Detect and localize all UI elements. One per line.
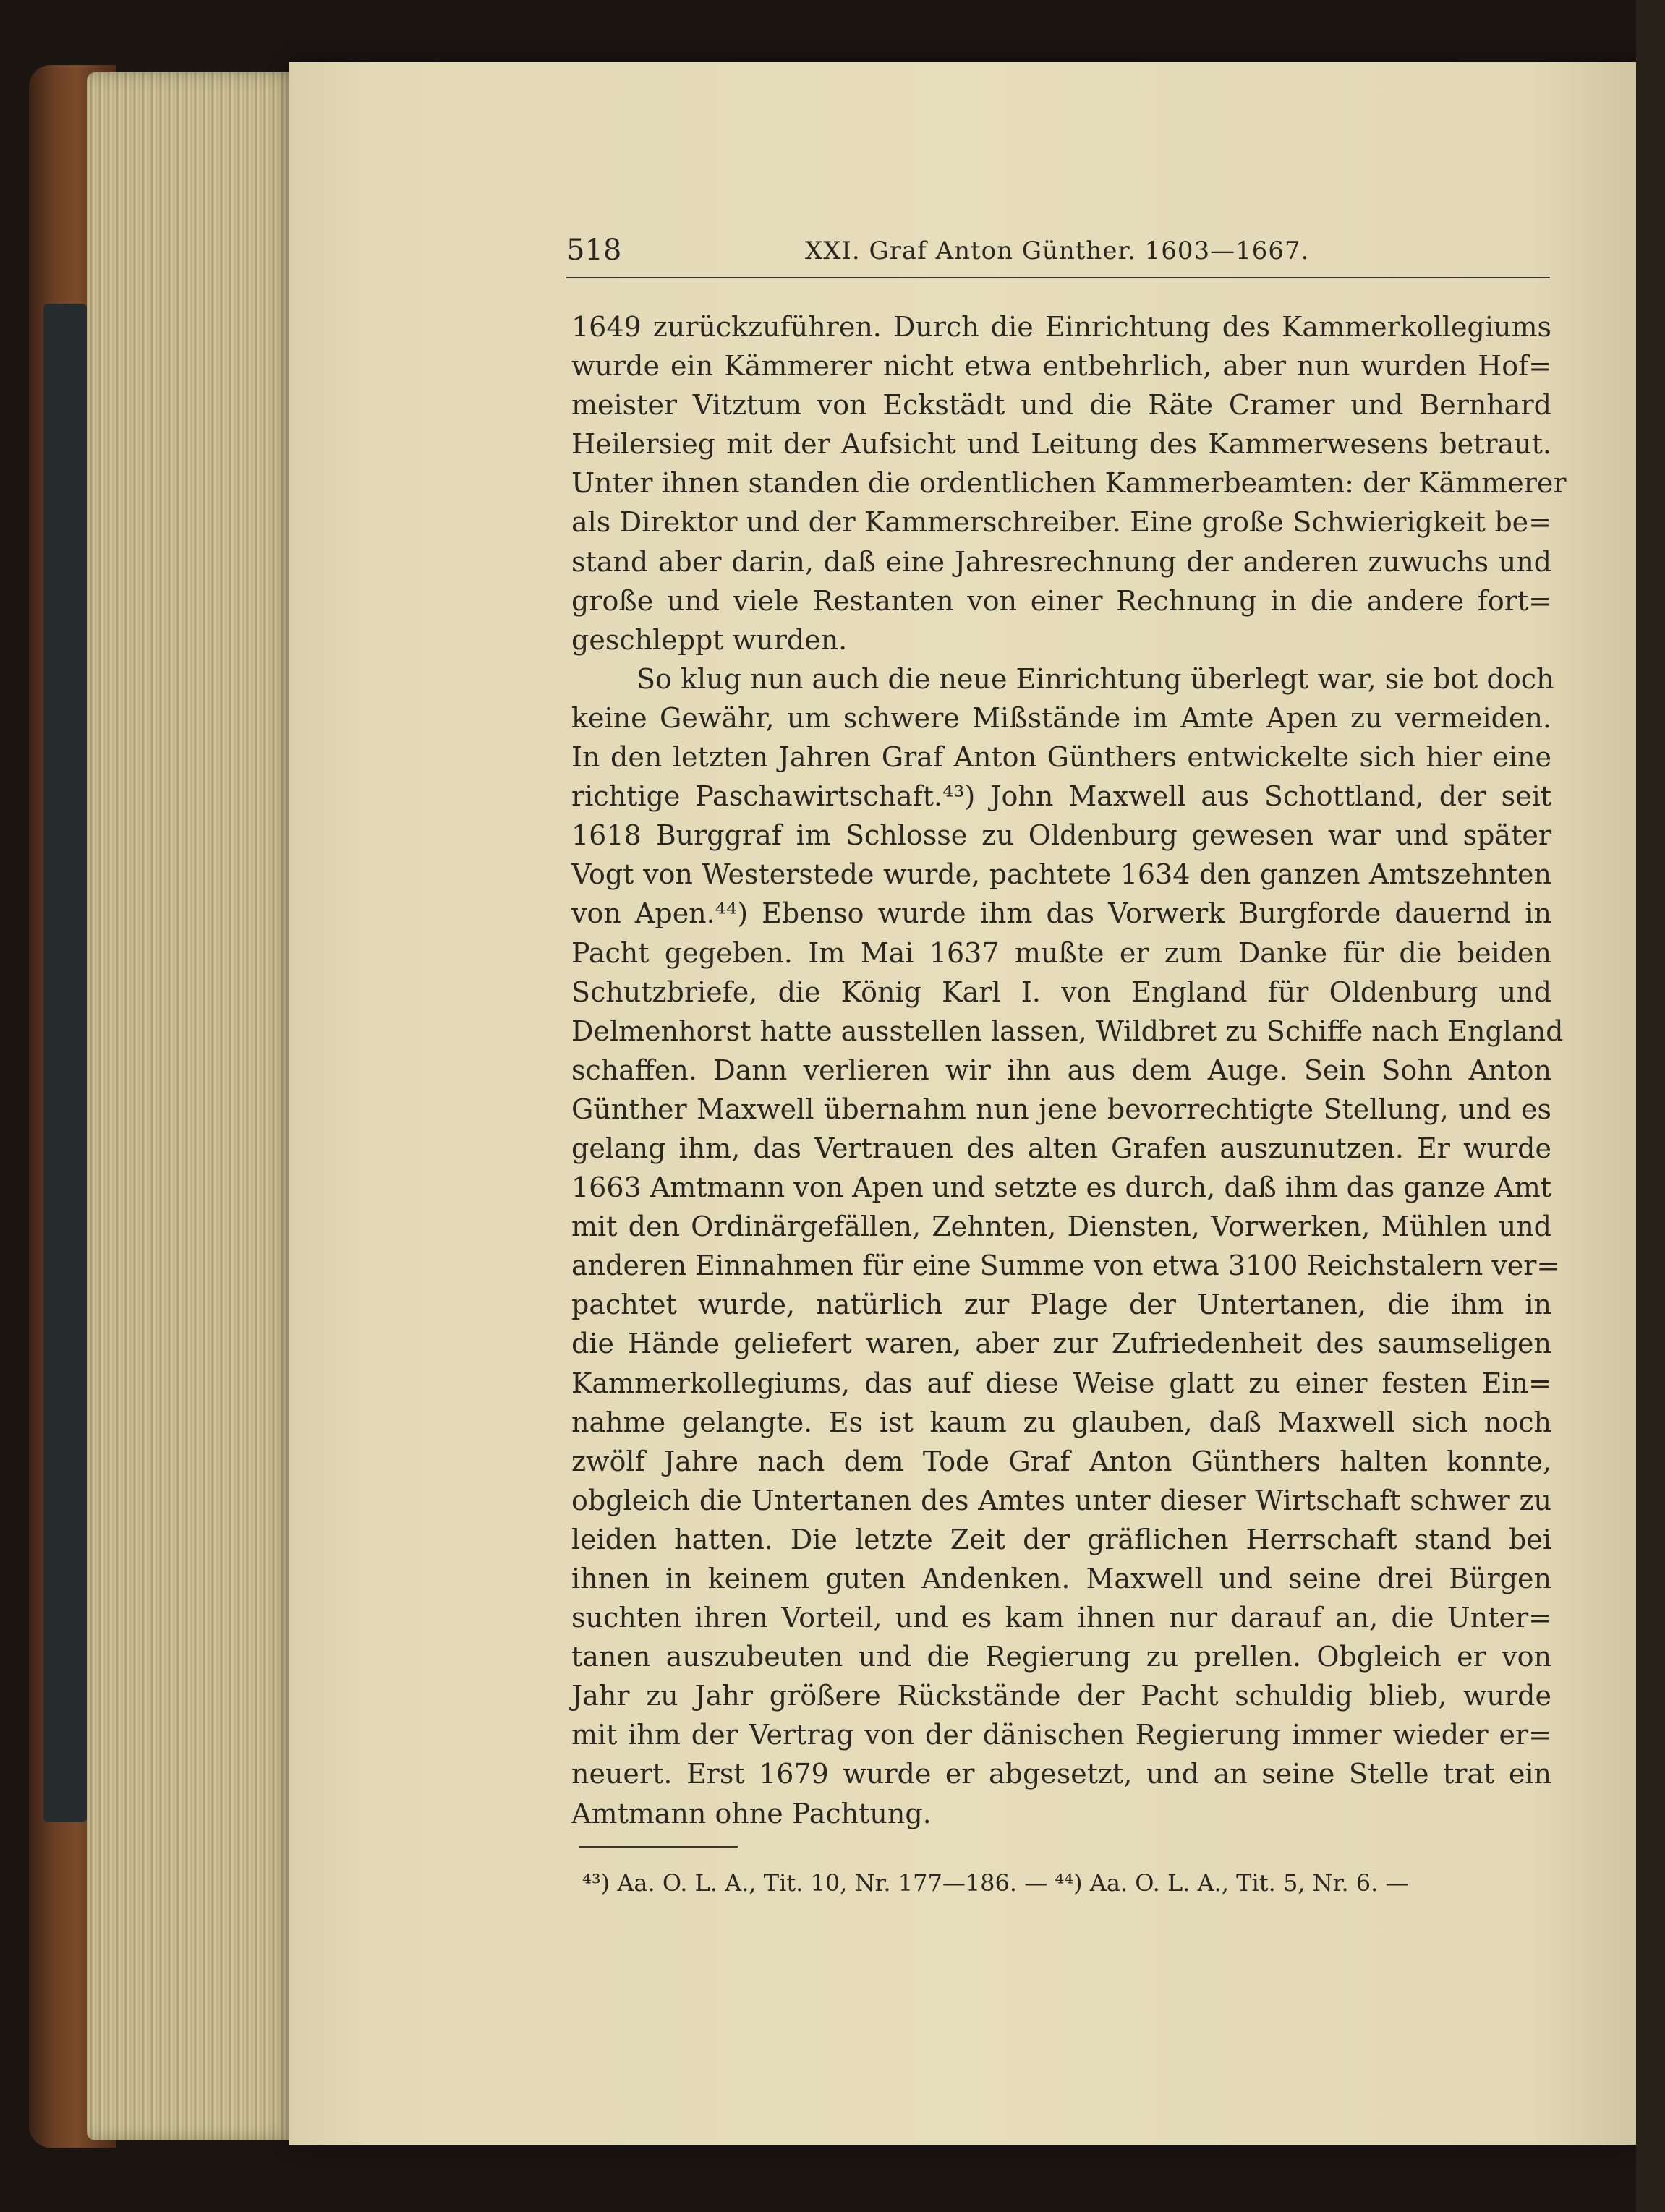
scan-border [1636,0,1665,2212]
text-line: 1649 zurückzuführen. Durch die Einrichtung des Kammerkollegiums [571,311,1551,343]
page-number: 518 [566,234,622,267]
footnotes: ⁴³) Aa. O. L. A., Tit. 10, Nr. 177—186. — ⁴⁴) Aa. O. L. A., Tit. 5, Nr. 6. — [582,1869,1409,1897]
page-header [566,234,1550,277]
text-line: obgleich die Untertanen des Amtes unter dieser Wirtschaft schwer zu [571,1484,1551,1516]
text-line: von Apen.⁴⁴) Ebenso wurde ihm das Vorwerk Burgforde dauernd in [571,897,1551,930]
text-line: wurde ein Kämmerer nicht etwa entbehrlich, aber nun wurden Hof= [571,350,1551,383]
header-rule [566,277,1550,278]
text-line: anderen Einnahmen für eine Summe von etwa 3100 Reichstalern ver= [571,1250,1560,1282]
text-line: richtige Paschawirtschaft.⁴³) John Maxwell aus Schottland, der seit [571,780,1551,813]
page-edges [87,72,304,2140]
text-line: die Hände geliefert waren, aber zur Zufriedenheit des saumseligen [571,1328,1551,1360]
text-line: Heilersieg mit der Aufsicht und Leitung des Kammerwesens betraut. [571,428,1551,461]
text-line: mit den Ordinärgefällen, Zehnten, Diensten, Vorwerken, Mühlen und [571,1210,1551,1243]
text-line: stand aber darin, daß eine Jahresrechnung der anderen zuwuchs und [571,545,1551,578]
text-line: In den letzten Jahren Graf Anton Günthers entwickelte sich hier eine [571,741,1551,774]
text-line: leiden hatten. Die letzte Zeit der gräflichen Herrschaft stand bei [571,1523,1551,1555]
text-line: tanen auszubeuten und die Regierung zu prellen. Obgleich er von [571,1641,1551,1673]
text-line: schaffen. Dann verlieren wir ihn aus dem Auge. Sein Sohn Anton [571,1054,1551,1086]
text-line: suchten ihren Vorteil, und es kam ihnen nur darauf an, die Unter= [571,1602,1551,1634]
footnote-rule [579,1846,738,1848]
text-line: 1663 Amtmann von Apen und setzte es durch, daß ihm das ganze Amt [571,1171,1551,1204]
text-line: Günther Maxwell übernahm nun jene bevorrechtigte Stellung, und es [571,1093,1551,1125]
text-line: gelang ihm, das Vertrauen des alten Grafen auszunutzen. Er wurde [571,1132,1551,1164]
text-line: Vogt von Westerstede wurde, pachtete 1634 den ganzen Amtszehnten [571,858,1551,891]
text-line: Schutzbriefe, die König Karl I. von England für Oldenburg und [571,975,1551,1008]
text-line: Delmenhorst hatte ausstellen lassen, Wildbret zu Schiffe nach England [571,1015,1564,1047]
text-line: Amtmann ohne Pachtung. [571,1797,932,1829]
text-line: ihnen in keinem guten Andenken. Maxwell und seine drei Bürgen [571,1563,1551,1594]
text-line: Pacht gegeben. Im Mai 1637 mußte er zum Danke für die beiden [571,936,1551,969]
text-line: nahme gelangte. Es ist kaum zu glauben, daß Maxwell sich noch [571,1406,1551,1438]
spine-band [43,304,87,1822]
text-line: als Direktor und der Kammerschreiber. Eine große Schwierigkeit be= [571,506,1551,539]
running-head: XXI. Graf Anton Günther. 1603—1667. [805,236,1310,265]
text-line: geschleppt wurden. [571,623,848,656]
body-text [571,307,1567,1833]
text-line: Kammerkollegiums, das auf diese Weise glatt zu einer festen Ein= [571,1367,1551,1399]
text-line: meister Vitztum von Eckstädt und die Räte Cramer und Bernhard [571,389,1551,422]
text-line: Jahr zu Jahr größere Rückstände der Pacht schuldig blieb, wurde [571,1680,1551,1712]
text-line: pachtet wurde, natürlich zur Plage der Untertanen, die ihm in [571,1289,1551,1321]
text-line: Unter ihnen standen die ordentlichen Kammerbeamten: der Kämmerer [571,467,1567,500]
text-line: mit ihm der Vertrag von der dänischen Regierung immer wieder er= [571,1719,1551,1751]
text-line: neuert. Erst 1679 wurde er abgesetzt, und an seine Stelle trat ein [571,1758,1551,1790]
text-line: So klug nun auch die neue Einrichtung überlegt war, sie bot doch [636,662,1554,695]
text-line: 1618 Burggraf im Schlosse zu Oldenburg gewesen war und später [571,819,1551,852]
text-line: keine Gewähr, um schwere Mißstände im Amte Apen zu vermeiden. [571,701,1551,734]
text-line: große und viele Restanten von einer Rechnung in die andere fort= [571,584,1551,617]
text-line: zwölf Jahre nach dem Tode Graf Anton Günthers halten konnte, [571,1445,1551,1477]
